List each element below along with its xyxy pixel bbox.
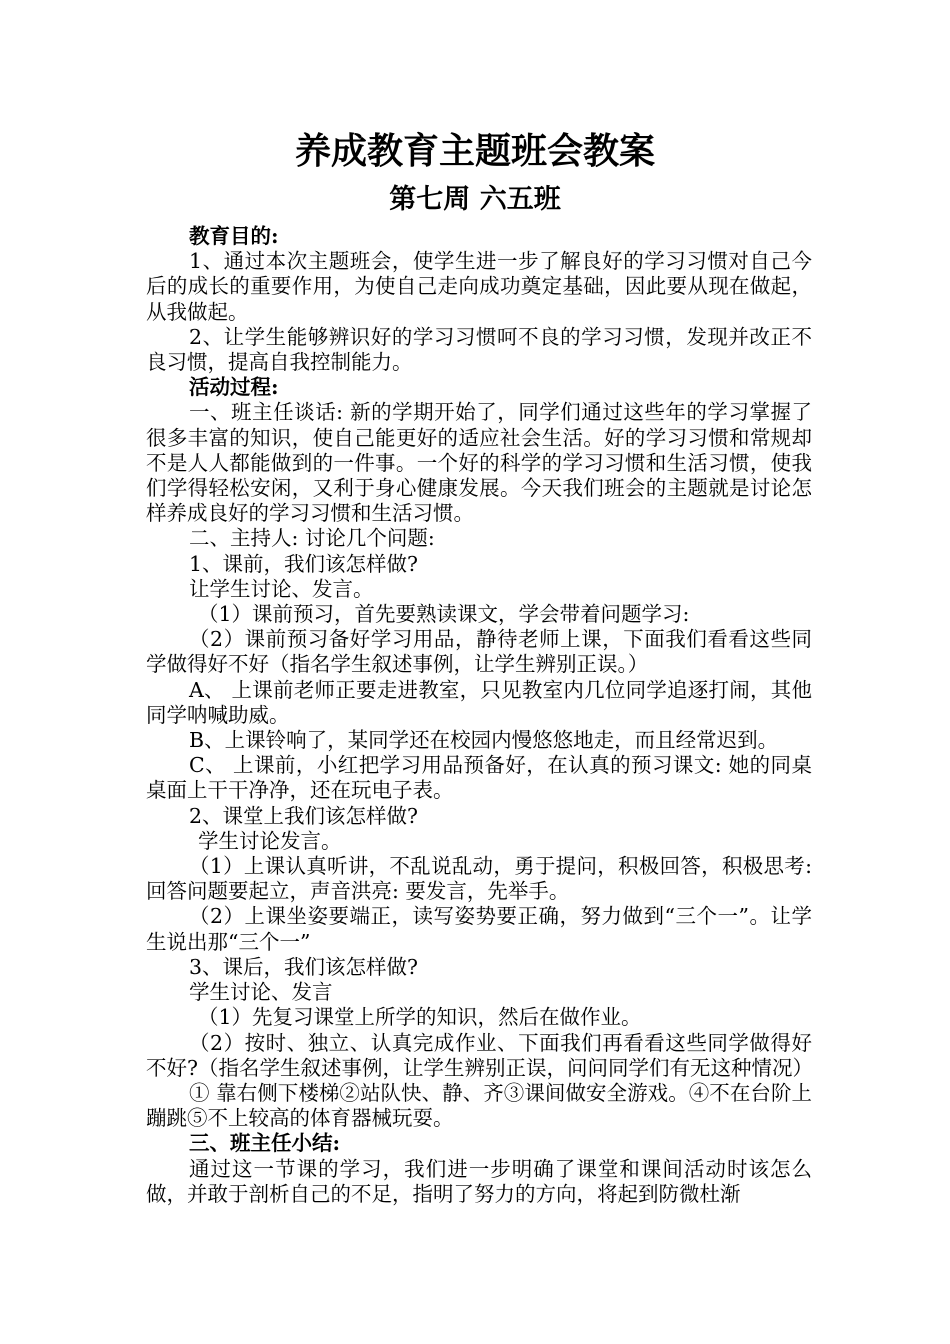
paragraph: （2）上课坐姿要端正，读写姿势要正确，努力做到“三个一”。让学生说出那“三个一”	[146, 904, 812, 954]
paragraph: 一、班主任谈话: 新的学期开始了，同学们通过这些年的学习掌握了很多丰富的知识，使自己能更好的适应社会生活。好的学习习惯和常规却不是人人都能做到的一件事。一个好的科学的学习习惯和生活习惯，使我们学得轻松安闲，又利于身心健康发展。今天我们班会的主题就是讨论怎样养成良好的学习习惯和生活习惯。	[146, 400, 812, 526]
paragraph: 通过这一节课的学习，我们进一步明确了课堂和课间活动时该怎么做，并敢于剖析自己的不足，指明了努力的方向，将起到防微杜渐	[146, 1156, 812, 1206]
section-heading: 教育目的:	[189, 224, 279, 248]
paragraph: ① 靠右侧下楼梯②站队快、静、齐③课间做安全游戏。④不在台阶上蹦跳⑤不上较高的体育器械玩耍。	[146, 1080, 812, 1131]
paragraph: C、 上课前，小红把学习用品预备好，在认真的预习课文: 她的同桌桌面上干干净净，还在玩电子表。	[146, 753, 812, 803]
paragraph: （2）按时、独立、认真完成作业、下面我们再看看这些同学做得好不好?（指名学生叙述事例，让学生辨别正误，问问同学们有无这种情况）	[146, 1030, 813, 1080]
paragraph: B、上课铃响了，某同学还在校园内慢悠悠地走，而且经常迟到。	[189, 728, 779, 753]
paragraph: 学生讨论、发言	[189, 980, 333, 1005]
paragraph: 让学生讨论、发言。	[189, 576, 374, 601]
paragraph: 二、主持人: 讨论几个问题:	[189, 526, 435, 551]
paragraph: A、 上课前老师正要走进教室，只见教室内几位同学追逐打闹，其他同学呐喊助威。	[146, 677, 812, 727]
paragraph: 1、课前，我们该怎样做?	[189, 551, 419, 576]
section-heading: 三、班主任小结:	[189, 1131, 341, 1156]
paragraph: （2）课前预习备好学习用品，静待老师上课，下面我们看看这些同学做得好不好（指名学生叙述事例，让学生辨别正误。）	[146, 627, 812, 677]
paragraph: 1、通过本次主题班会，使学生进一步了解良好的学习习惯对自己今后的成长的重要作用，为使自己走向成功奠定基础，因此要从现在做起，从我做起。	[146, 249, 812, 324]
document-subtitle: 第七周 六五班	[389, 184, 561, 215]
document-body	[146, 224, 812, 1207]
document-title: 养成教育主题班会教案	[294, 130, 655, 172]
paragraph: （1）上课认真听讲，不乱说乱动，勇于提问，积极回答，积极思考: 回答问题要起立，声音洪亮: 要发言，先举手。	[146, 854, 812, 904]
paragraph: 2、课堂上我们该怎样做?	[189, 803, 419, 828]
paragraph: （1）课前预习，首先要熟读课文，学会带着问题学习:	[198, 602, 690, 627]
paragraph: 2、让学生能够辨识好的学习习惯呵不良的学习习惯，发现并改正不良习惯，提高自我控制能力。	[146, 324, 812, 375]
paragraph: （1）先复习课堂上所学的知识，然后在做作业。	[198, 1005, 642, 1030]
section-heading: 活动过程:	[189, 375, 279, 400]
paragraph: 学生讨论发言。	[198, 828, 342, 853]
paragraph: 3、课后，我们该怎样做?	[189, 954, 419, 979]
